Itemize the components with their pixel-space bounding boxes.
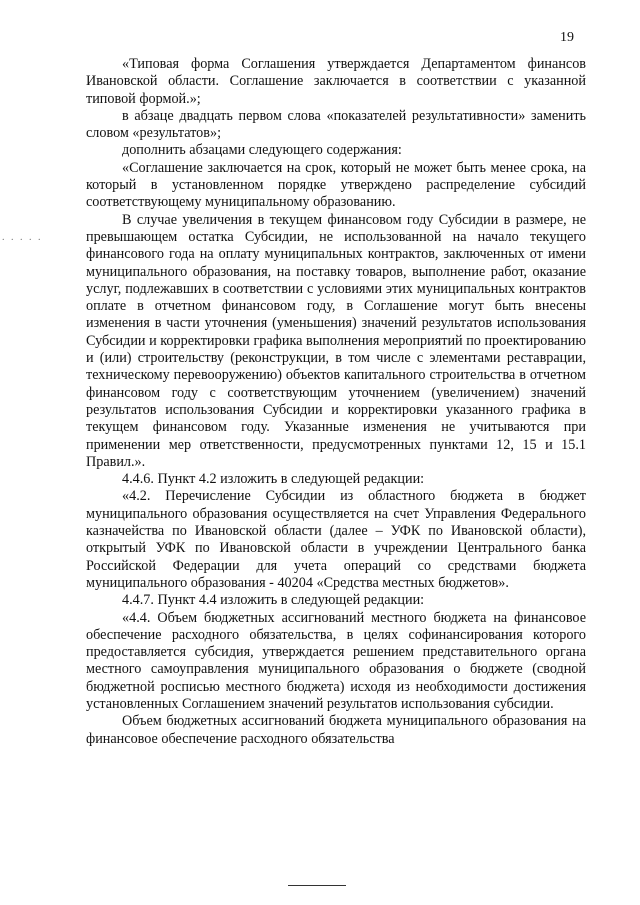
page-number: 19 <box>560 30 574 45</box>
paragraph-4: «Соглашение заключается на срок, который не может быть менее срока, на который в установленном порядке утверждено распределение субсидий соответствующему муниципальному образованию. <box>86 159 586 211</box>
paragraph-9: «4.4. Объем бюджетных ассигнований местного бюджета на финансовое обеспечение расходного обязательства, в целях софинансирования которого предоставляется субсидия, утверждается решением представительного органа местного самоуправления муниципального образования о бюджете (сводной бюджетной росписью местного бюджета) исходя из необходимости достижения установленных Соглашением значений результатов использования субсидии. <box>86 609 586 712</box>
document-body <box>86 56 586 748</box>
paragraph-7: «4.2. Перечисление Субсидии из областного бюджета в бюджет муниципального образования осуществляется на счет Управления Федерального казначейства по Ивановской области (далее – УФК по Ивановской области), открытый УФК по Ивановской области в учреждении Центрального банка Российской Федерации для учета операций со средствами бюджета муниципального образования - 40204 «Средства местных бюджетов». <box>86 488 586 591</box>
paragraph-6: 4.4.6. Пункт 4.2 изложить в следующей редакции: <box>122 471 425 488</box>
paragraph-8: 4.4.7. Пункт 4.4 изложить в следующей редакции: <box>122 592 425 609</box>
paragraph-10: Объем бюджетных ассигнований бюджета муниципального образования на финансовое обеспечение расходного обязательства <box>86 713 586 747</box>
footer-divider <box>288 885 346 886</box>
paragraph-2: в абзаце двадцать первом слова «показателей результативности» заменить словом «результатов»; <box>86 107 586 142</box>
margin-mark: . . . . . <box>2 232 43 243</box>
paragraph-5: В случае увеличения в текущем финансовом году Субсидии в размере, не превышающем остатка Субсидии, не использованной на начало текущего финансового года на оплату муниципальных контрактов, заключенных от имени муниципального образования, на поставку товаров, выполнение работ, оказание услуг, подлежавших в соответствии с условиями этих муниципальных контрактов оплате в отчетном финансовом году, в Соглашение могут быть внесены изменения в части уточнения (уменьшения) значений результатов использования Субсидии и корректировки графика выполнения мероприятий по проектированию и (или) строительству (реконструкции, в том числе с элементами реставрации, техническому перевооружению) объектов капитального строительства в отчетном финансовом году с соответствующим уточнением (увеличением) значений результатов использования Субсидии и корректировки указанного графика в текущем финансовом году. Указанные изменения не учитываются при применении мер ответственности, предусмотренных пунктами 12, 15 и 15.1 Правил.». <box>86 211 586 470</box>
paragraph-1: «Типовая форма Соглашения утверждается Департаментом финансов Ивановской области. Соглашение заключается в соответствии с указанной типовой формой.»; <box>86 56 586 107</box>
paragraph-3: дополнить абзацами следующего содержания: <box>122 142 402 159</box>
